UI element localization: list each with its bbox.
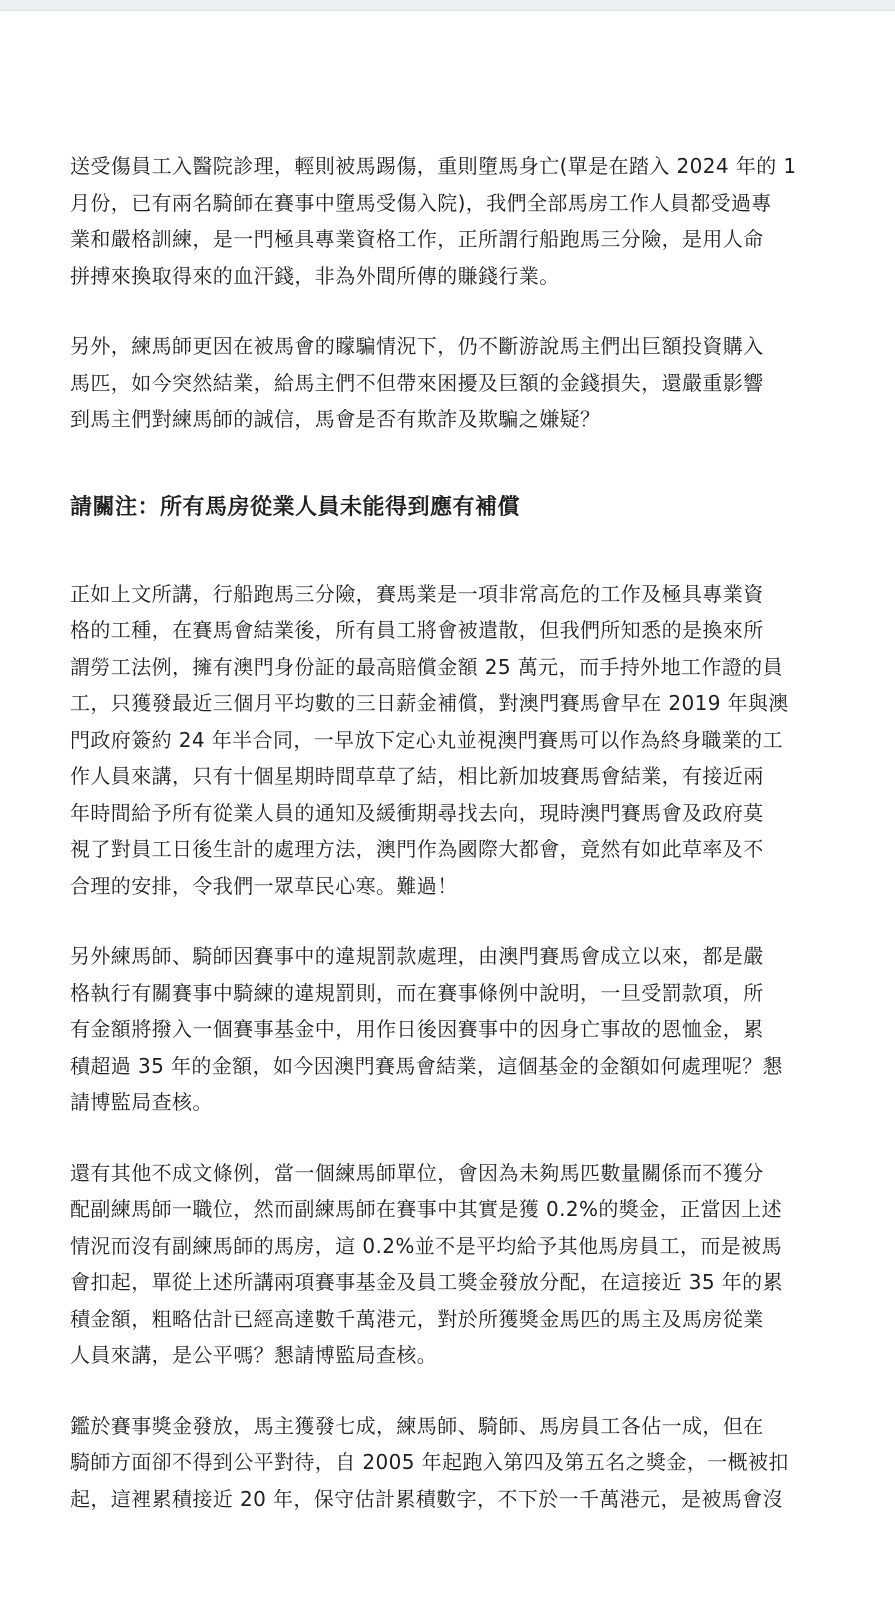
text-line: 另外練馬師、騎師因賽事中的違規罰款處理，由澳門賽馬會成立以來，都是嚴: [70, 944, 764, 968]
text-line: 視了對員工日後生計的處理方法，澳門作為國際大都會，竟然有如此草率及不: [70, 837, 764, 861]
text-line: 格執行有關賽事中騎練的違規罰則，而在賽事條例中說明，一旦受罰款項，所: [70, 980, 764, 1005]
text-line: 門政府簽約 24 年半合同，一早放下定心丸並視澳門賽馬可以作為終身職業的工: [70, 727, 783, 752]
paragraph-severance: [70, 576, 840, 905]
text-line: 配副練馬師一職位，然而副練馬師在賽事中其實是獲 0.2%的獎金，正當因上述: [70, 1197, 782, 1221]
paragraph-hospital-risk: [70, 148, 840, 294]
text-line: 業和嚴格訓練，是一門極具專業資格工作，正所謂行船跑馬三分險，是用人命: [70, 227, 764, 251]
paragraph-penalty-fund: [70, 938, 840, 1121]
text-line: 另外，練馬師更因在被馬會的矇騙情況下，仍不斷游說馬主們出巨額投資購入: [70, 334, 764, 358]
text-line: 謂勞工法例，擁有澳門身份証的最高賠償金額 25 萬元，而手持外地工作證的員: [70, 654, 783, 679]
text-line: 人員來講，是公平嗎？懇請博監局查核。: [70, 1343, 438, 1367]
text-line: 起，這裡累積接近 20 年，保守估計累積數字，不下於一千萬港元，是被馬會沒: [70, 1486, 783, 1511]
text-line: 工，只獲發最近三個月平均數的三日薪金補償，對澳門賽馬會早在 2019 年與澳: [70, 691, 789, 715]
top-toolbar-strip: [0, 0, 895, 11]
text-line: 拼搏來換取得來的血汗錢，非為外間所傳的賺錢行業。: [70, 263, 560, 288]
section-heading-compensation: 請關注：所有馬房從業人員未能得到應有補償: [70, 494, 521, 520]
text-line: 有金額將撥入一個賽事基金中，用作日後因賽事中的因身亡事故的恩恤金，累: [70, 1017, 764, 1041]
text-line: 合理的安排，令我們一眾草民心寒。難過！: [70, 873, 458, 898]
text-line: 到馬主們對練馬師的誠信，馬會是否有欺詐及欺騙之嫌疑？: [70, 407, 601, 431]
text-line: 會扣起，單從上述所講兩項賽事基金及員工獎金發放分配，在這接近 35 年的累: [70, 1270, 783, 1294]
text-line: 還有其他不成文條例，當一個練馬師單位，會因為未夠馬匹數量關係而不獲分: [70, 1160, 764, 1185]
text-line: 月份，已有兩名騎師在賽事中墮馬受傷入院)，我們全部馬房工作人員都受過專: [70, 190, 772, 215]
text-line: 作人員來講，只有十個星期時間草草了結，相比新加坡賽馬會結業，有接近兩: [70, 764, 764, 788]
text-line: 騎師方面卻不得到公平對待，自 2005 年起跑入第四及第五名之獎金，一概被扣: [70, 1450, 789, 1474]
text-line: 情況而沒有副練馬師的馬房，這 0.2%並不是平均給予其他馬房員工，而是被馬: [70, 1233, 782, 1258]
text-line: 積金額，粗略估計已經高達數千萬港元，對於所獲獎金馬匹的馬主及馬房從業: [70, 1306, 764, 1331]
paragraph-jockey-prize-money: [70, 1408, 840, 1518]
text-line: 請博監局查核。: [70, 1090, 213, 1114]
paragraph-trainer-deception: [70, 328, 840, 438]
text-line: 送受傷員工入醫院診理，輕則被馬踢傷，重則墮馬身亡(單是在踏入 2024 年的 1: [70, 154, 797, 178]
text-line: 馬匹，如今突然結業，給馬主們不但帶來困擾及巨額的金錢損失，還嚴重影響: [70, 370, 764, 395]
text-line: 年時間給予所有從業人員的通知及緩衝期尋找去向，現時澳門賽馬會及政府莫: [70, 800, 764, 825]
paragraph-assistant-trainer-bonus: [70, 1155, 840, 1374]
text-line: 格的工種，在賽馬會結業後，所有員工將會被遣散，但我們所知悉的是換來所: [70, 618, 764, 642]
text-line: 正如上文所講，行船跑馬三分險，賽馬業是一項非常高危的工作及極具專業資: [70, 581, 764, 606]
text-line: 鑑於賽事獎金發放，馬主獲發七成，練馬師、騎師、馬房員工各佔一成，但在: [70, 1413, 764, 1438]
document-page: [70, 148, 840, 1517]
text-line: 積超過 35 年的金額，如今因澳門賽馬會結業，這個基金的金額如何處理呢？懇: [70, 1053, 783, 1078]
